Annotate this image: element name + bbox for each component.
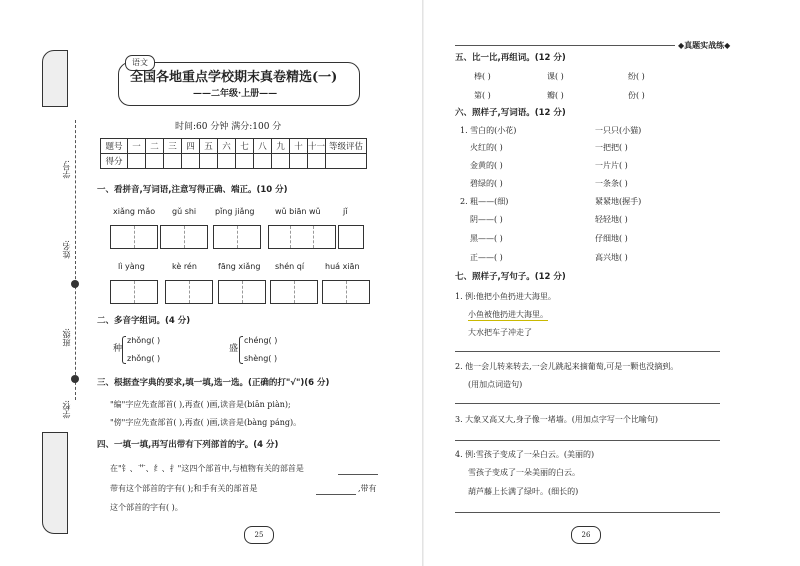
writing-box[interactable] <box>110 280 158 304</box>
pinyin: fāng xiǎng <box>218 262 261 271</box>
pinyin: wǔ biān wǔ <box>275 207 321 216</box>
score-cell[interactable] <box>272 154 290 169</box>
pinyin: xiǎng mǎo <box>113 207 156 216</box>
pinyin-blank[interactable]: zhǒng( ) <box>127 336 161 345</box>
exam-title: 全国各地重点学校期末真卷精选(一) <box>130 70 338 85</box>
score-cell[interactable] <box>200 154 218 169</box>
word-blank[interactable]: 正——( ) <box>470 253 503 262</box>
pinyin: lì yàng <box>118 262 145 271</box>
writing-box[interactable] <box>270 280 318 304</box>
word-blank[interactable]: 一片片( ) <box>595 161 628 170</box>
page-fold <box>422 0 424 566</box>
writing-box[interactable] <box>338 225 364 249</box>
spine-dot <box>71 280 79 288</box>
score-header-cell: 九 <box>272 139 290 154</box>
polyphone-char: 种 <box>113 344 123 354</box>
page-number-heart: 25 <box>244 526 274 544</box>
word-blank[interactable]: 阴——( ) <box>470 215 503 224</box>
brace <box>239 336 243 364</box>
word-blank[interactable]: 课( ) <box>547 72 564 81</box>
score-cell[interactable] <box>146 154 164 169</box>
example-answer: 小鱼被他扔进大海里。 <box>468 310 548 319</box>
score-header-cell: 一 <box>128 139 146 154</box>
example-answer: 雪孩子变成了一朵美丽的白云。 <box>468 468 580 477</box>
writing-box[interactable] <box>268 225 336 249</box>
score-cell[interactable] <box>236 154 254 169</box>
word-blank[interactable]: 仔细地( ) <box>595 234 628 243</box>
word-blank[interactable]: 一条条( ) <box>595 179 628 188</box>
score-header-cell: 四 <box>182 139 200 154</box>
pinyin-blank[interactable]: chéng( ) <box>244 336 278 345</box>
radical-line: 带有这个部首的字有( );和手有关的部首是 <box>110 484 258 493</box>
spine-field-name: 姓名: <box>62 240 71 259</box>
radical-line: ,带有 <box>358 484 377 493</box>
polyphone-char: 盛 <box>229 344 239 354</box>
score-cell[interactable] <box>218 154 236 169</box>
pinyin: shén qí <box>275 262 305 271</box>
score-header-cell: 七 <box>236 139 254 154</box>
answer-line[interactable] <box>455 351 720 352</box>
score-header-cell: 五 <box>200 139 218 154</box>
question-4: 4. 例:雪孩子变成了一朵白云。(美丽的) <box>455 450 595 459</box>
section-tag: ◆真题实战练◆ <box>678 41 731 50</box>
score-cell[interactable] <box>254 154 272 169</box>
pinyin: kè rén <box>172 262 197 271</box>
score-header-cell: 等级评估 <box>326 139 367 154</box>
word-blank[interactable]: 一把把( ) <box>595 143 628 152</box>
question-2: 2. 他一会儿转来转去,一会儿跳起来摘葡萄,可是一颗也没摘到。 <box>455 362 679 371</box>
question-1: 1. 例:他把小鱼扔进大海里。 <box>455 292 556 301</box>
answer-line[interactable] <box>455 512 720 513</box>
pinyin: huá xiān <box>325 262 360 271</box>
word-blank[interactable]: 金黄的( ) <box>470 161 503 170</box>
answer-line[interactable] <box>316 494 356 495</box>
exam-subtitle: ——二年级·上册—— <box>193 89 278 99</box>
radical-line: 这个部首的字有( )。 <box>110 503 183 512</box>
example-word: 2. 粗——(细) <box>460 197 509 206</box>
score-cell[interactable] <box>128 154 146 169</box>
example-word: 紧紧地(握手) <box>595 197 642 206</box>
score-cell[interactable] <box>308 154 326 169</box>
pinyin-blank[interactable]: zhǒng( ) <box>127 354 161 363</box>
word-blank[interactable]: 份( ) <box>628 91 645 100</box>
example-word: 1. 雪白的(小花) <box>460 126 517 135</box>
score-cell[interactable] <box>182 154 200 169</box>
answer-line[interactable] <box>455 440 720 441</box>
word-blank[interactable]: 火红的( ) <box>470 143 503 152</box>
word-blank[interactable]: 黑——( ) <box>470 234 503 243</box>
writing-box[interactable] <box>322 280 370 304</box>
spine <box>40 40 70 535</box>
question-3: 3. 大象又高又大,身子像一堵墙。(用加点字写一个比喻句) <box>455 415 658 424</box>
section-4-title: 四、一填一填,再写出带有下列部首的字。(4 分) <box>97 440 279 450</box>
dictionary-line: "傍"字应先查部首( ),再查( )画,读音是(bàng páng)。 <box>110 418 302 427</box>
word-blank[interactable]: 碧绿的( ) <box>470 179 503 188</box>
score-cell[interactable] <box>164 154 182 169</box>
score-header-cell: 二 <box>146 139 164 154</box>
brace <box>122 336 126 364</box>
writing-box[interactable] <box>213 225 261 249</box>
spine-line <box>75 120 77 400</box>
writing-box[interactable] <box>218 280 266 304</box>
word-blank[interactable]: 棒( ) <box>474 72 491 81</box>
section-1-title: 一、看拼音,写词语,注意写得正确、端正。(10 分) <box>97 185 288 195</box>
spine-field-class: 班级: <box>62 328 71 347</box>
radical-line: 在"钅、艹、纟、扌"这四个部首中,与植物有关的部首是 <box>110 464 304 473</box>
writing-box[interactable] <box>165 280 213 304</box>
spine-bottom-label <box>42 432 68 534</box>
section-3-title: 三、根据查字典的要求,填一填,选一选。(正确的打"√")(6 分) <box>97 378 330 388</box>
score-header-cell: 三 <box>164 139 182 154</box>
score-header-cell: 题号 <box>101 139 128 154</box>
score-header-cell: 八 <box>254 139 272 154</box>
answer-line[interactable] <box>338 474 378 475</box>
pinyin: gǔ shi <box>172 207 197 216</box>
dictionary-line: "编"字应先查部首( ),再查( )画,读音是(biān piàn); <box>110 400 291 409</box>
word-blank[interactable]: 第( ) <box>474 91 491 100</box>
spine-field-number: 学号: <box>62 160 71 179</box>
subject-badge: 语文 <box>125 55 155 71</box>
section-7-title: 七、照样子,写句子。(12 分) <box>455 272 566 282</box>
section-6-title: 六、照样子,写词语。(12 分) <box>455 108 566 118</box>
writing-box[interactable] <box>160 225 208 249</box>
score-header-cell: 六 <box>218 139 236 154</box>
score-header-cell: 十一 <box>308 139 326 154</box>
spine-dot <box>71 375 79 383</box>
exam-time: 时间:60 分钟 满分:100 分 <box>175 122 282 132</box>
writing-box[interactable] <box>110 225 158 249</box>
answer-line[interactable] <box>455 403 720 404</box>
prompt-sentence: 葫芦藤上长满了绿叶。(细长的) <box>468 487 579 496</box>
pinyin-blank[interactable]: shèng( ) <box>244 354 278 363</box>
tag-rule <box>455 45 675 46</box>
score-cell[interactable] <box>326 154 367 169</box>
question-2-hint: (用加点词造句) <box>468 380 523 389</box>
section-5-title: 五、比一比,再组词。(12 分) <box>455 53 566 63</box>
section-2-title: 二、多音字组词。(4 分) <box>97 316 191 326</box>
pinyin: pǐng jiǎng <box>215 207 255 216</box>
page-number-heart: 26 <box>571 526 601 544</box>
spine-top-label <box>42 50 68 107</box>
score-row-label: 得分 <box>101 154 128 169</box>
score-header-cell: 十 <box>290 139 308 154</box>
pinyin: jǐ <box>343 207 348 216</box>
score-cell[interactable] <box>290 154 308 169</box>
word-blank[interactable]: 轻轻地( ) <box>595 215 628 224</box>
spine-field-school: 学校: <box>62 400 71 419</box>
prompt-sentence: 大水把车子冲走了 <box>468 328 532 337</box>
word-blank[interactable]: 瓣( ) <box>547 91 564 100</box>
score-table <box>100 138 367 169</box>
word-blank[interactable]: 高兴地( ) <box>595 253 628 262</box>
word-blank[interactable]: 纷( ) <box>628 72 645 81</box>
example-word: 一只只(小猫) <box>595 126 642 135</box>
